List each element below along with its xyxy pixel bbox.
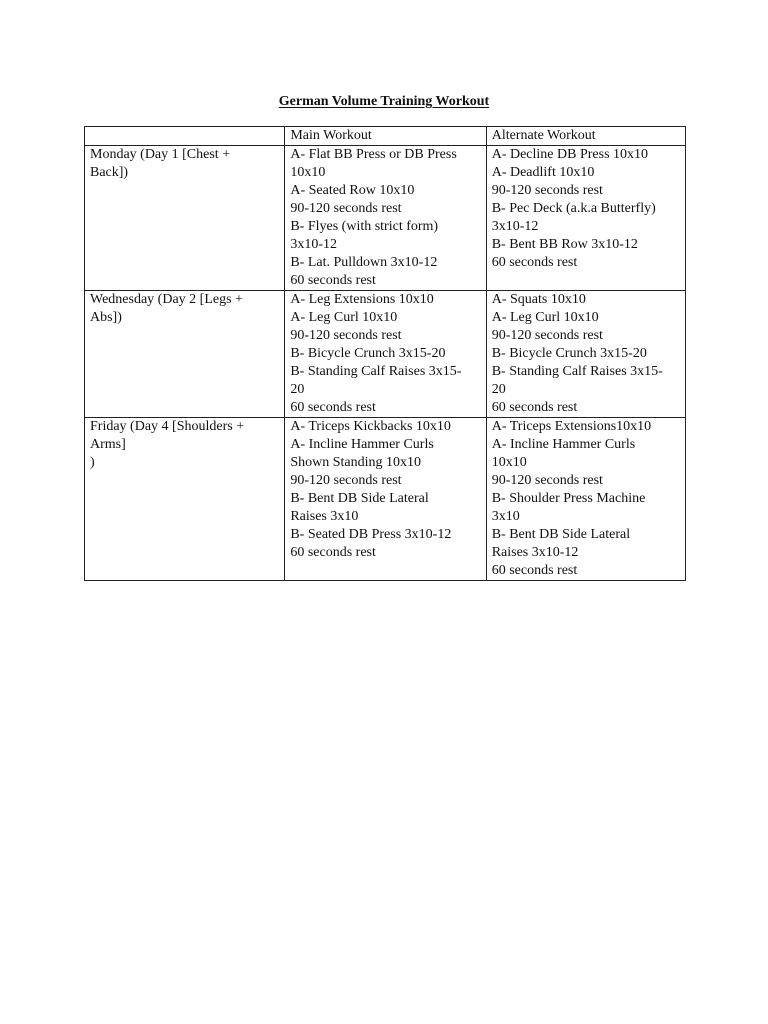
main-workout-cell: [285, 146, 486, 291]
alternate-workout-cell: [486, 418, 685, 581]
cell-line: B- Bicycle Crunch 3x15-20: [491, 346, 647, 361]
cell-line: 90-120 seconds rest: [491, 183, 603, 198]
cell-line: 90-120 seconds rest: [491, 328, 603, 343]
cell-line: Abs]): [90, 310, 122, 325]
table-row: [85, 291, 686, 418]
cell-line: Arms]: [90, 437, 126, 452]
day-cell: [85, 146, 285, 291]
cell-line: B- Lat. Pulldown 3x10-12: [290, 255, 438, 270]
cell-line: Back]): [90, 165, 129, 180]
cell-line: A- Leg Curl 10x10: [290, 310, 398, 325]
cell-line: A- Triceps Kickbacks 10x10: [290, 419, 451, 434]
header-cell-main-workout: Main Workout: [285, 127, 486, 146]
cell-line: B- Bent DB Side Lateral: [290, 491, 429, 506]
cell-line: A- Incline Hammer Curls: [290, 437, 434, 452]
main-workout-cell: [285, 418, 486, 581]
cell-line: 3x10-12: [491, 219, 539, 234]
cell-line: 3x10-12: [290, 237, 337, 252]
header-cell-alternate-workout: Alternate Workout: [486, 127, 685, 146]
day-cell: [85, 418, 285, 581]
document-title: German Volume Training Workout: [278, 94, 490, 109]
cell-line: A- Leg Curl 10x10: [491, 310, 599, 325]
cell-line: A- Incline Hammer Curls: [491, 437, 636, 452]
cell-line: Shown Standing 10x10: [290, 455, 422, 470]
cell-line: ): [90, 455, 95, 470]
cell-line: A- Leg Extensions 10x10: [290, 292, 434, 307]
cell-line: Raises 3x10-12: [491, 545, 579, 560]
cell-line: A- Flat BB Press or DB Press: [290, 147, 457, 162]
cell-line: 10x10: [290, 165, 326, 180]
cell-line: A- Seated Row 10x10: [290, 183, 415, 198]
cell-line: A- Decline DB Press 10x10: [491, 147, 649, 162]
table-row: [85, 146, 686, 291]
cell-line: 60 seconds rest: [290, 545, 376, 560]
table-header-row: [85, 127, 686, 146]
cell-line: Monday (Day 1 [Chest +: [90, 147, 231, 162]
main-workout-cell: [285, 291, 486, 418]
cell-line: B- Standing Calf Raises 3x15-: [290, 364, 462, 379]
cell-line: B- Seated DB Press 3x10-12: [290, 527, 452, 542]
alternate-workout-cell: [486, 291, 685, 418]
cell-line: B- Bent BB Row 3x10-12: [491, 237, 638, 252]
cell-line: B- Shoulder Press Machine: [491, 491, 646, 506]
cell-line: Raises 3x10: [290, 509, 359, 524]
cell-line: Friday (Day 4 [Shoulders +: [90, 419, 245, 434]
cell-line: B- Flyes (with strict form): [290, 219, 439, 234]
workout-table: [84, 126, 686, 581]
cell-line: 60 seconds rest: [491, 400, 578, 415]
cell-line: Wednesday (Day 2 [Legs +: [90, 292, 243, 307]
cell-line: 60 seconds rest: [290, 400, 376, 415]
cell-line: 20: [491, 382, 506, 397]
cell-line: 90-120 seconds rest: [290, 328, 402, 343]
cell-line: B- Bicycle Crunch 3x15-20: [290, 346, 446, 361]
cell-line: A- Squats 10x10: [491, 292, 586, 307]
header-cell-day: [85, 127, 285, 146]
cell-line: 3x10: [491, 509, 520, 524]
cell-line: 90-120 seconds rest: [290, 201, 402, 216]
cell-line: 90-120 seconds rest: [290, 473, 402, 488]
alternate-workout-cell: [486, 146, 685, 291]
cell-line: 10x10: [491, 455, 527, 470]
day-cell: [85, 291, 285, 418]
cell-line: 60 seconds rest: [491, 563, 578, 578]
cell-line: B- Pec Deck (a.k.a Butterfly): [491, 201, 656, 216]
workout-table-body: [85, 146, 686, 581]
cell-line: B- Bent DB Side Lateral: [491, 527, 631, 542]
table-row: [85, 418, 686, 581]
cell-line: A- Triceps Extensions10x10: [491, 419, 652, 434]
cell-line: 90-120 seconds rest: [491, 473, 603, 488]
cell-line: 60 seconds rest: [290, 273, 376, 288]
cell-line: 20: [290, 382, 305, 397]
cell-line: A- Deadlift 10x10: [491, 165, 595, 180]
cell-line: 60 seconds rest: [491, 255, 578, 270]
cell-line: B- Standing Calf Raises 3x15-: [491, 364, 663, 379]
